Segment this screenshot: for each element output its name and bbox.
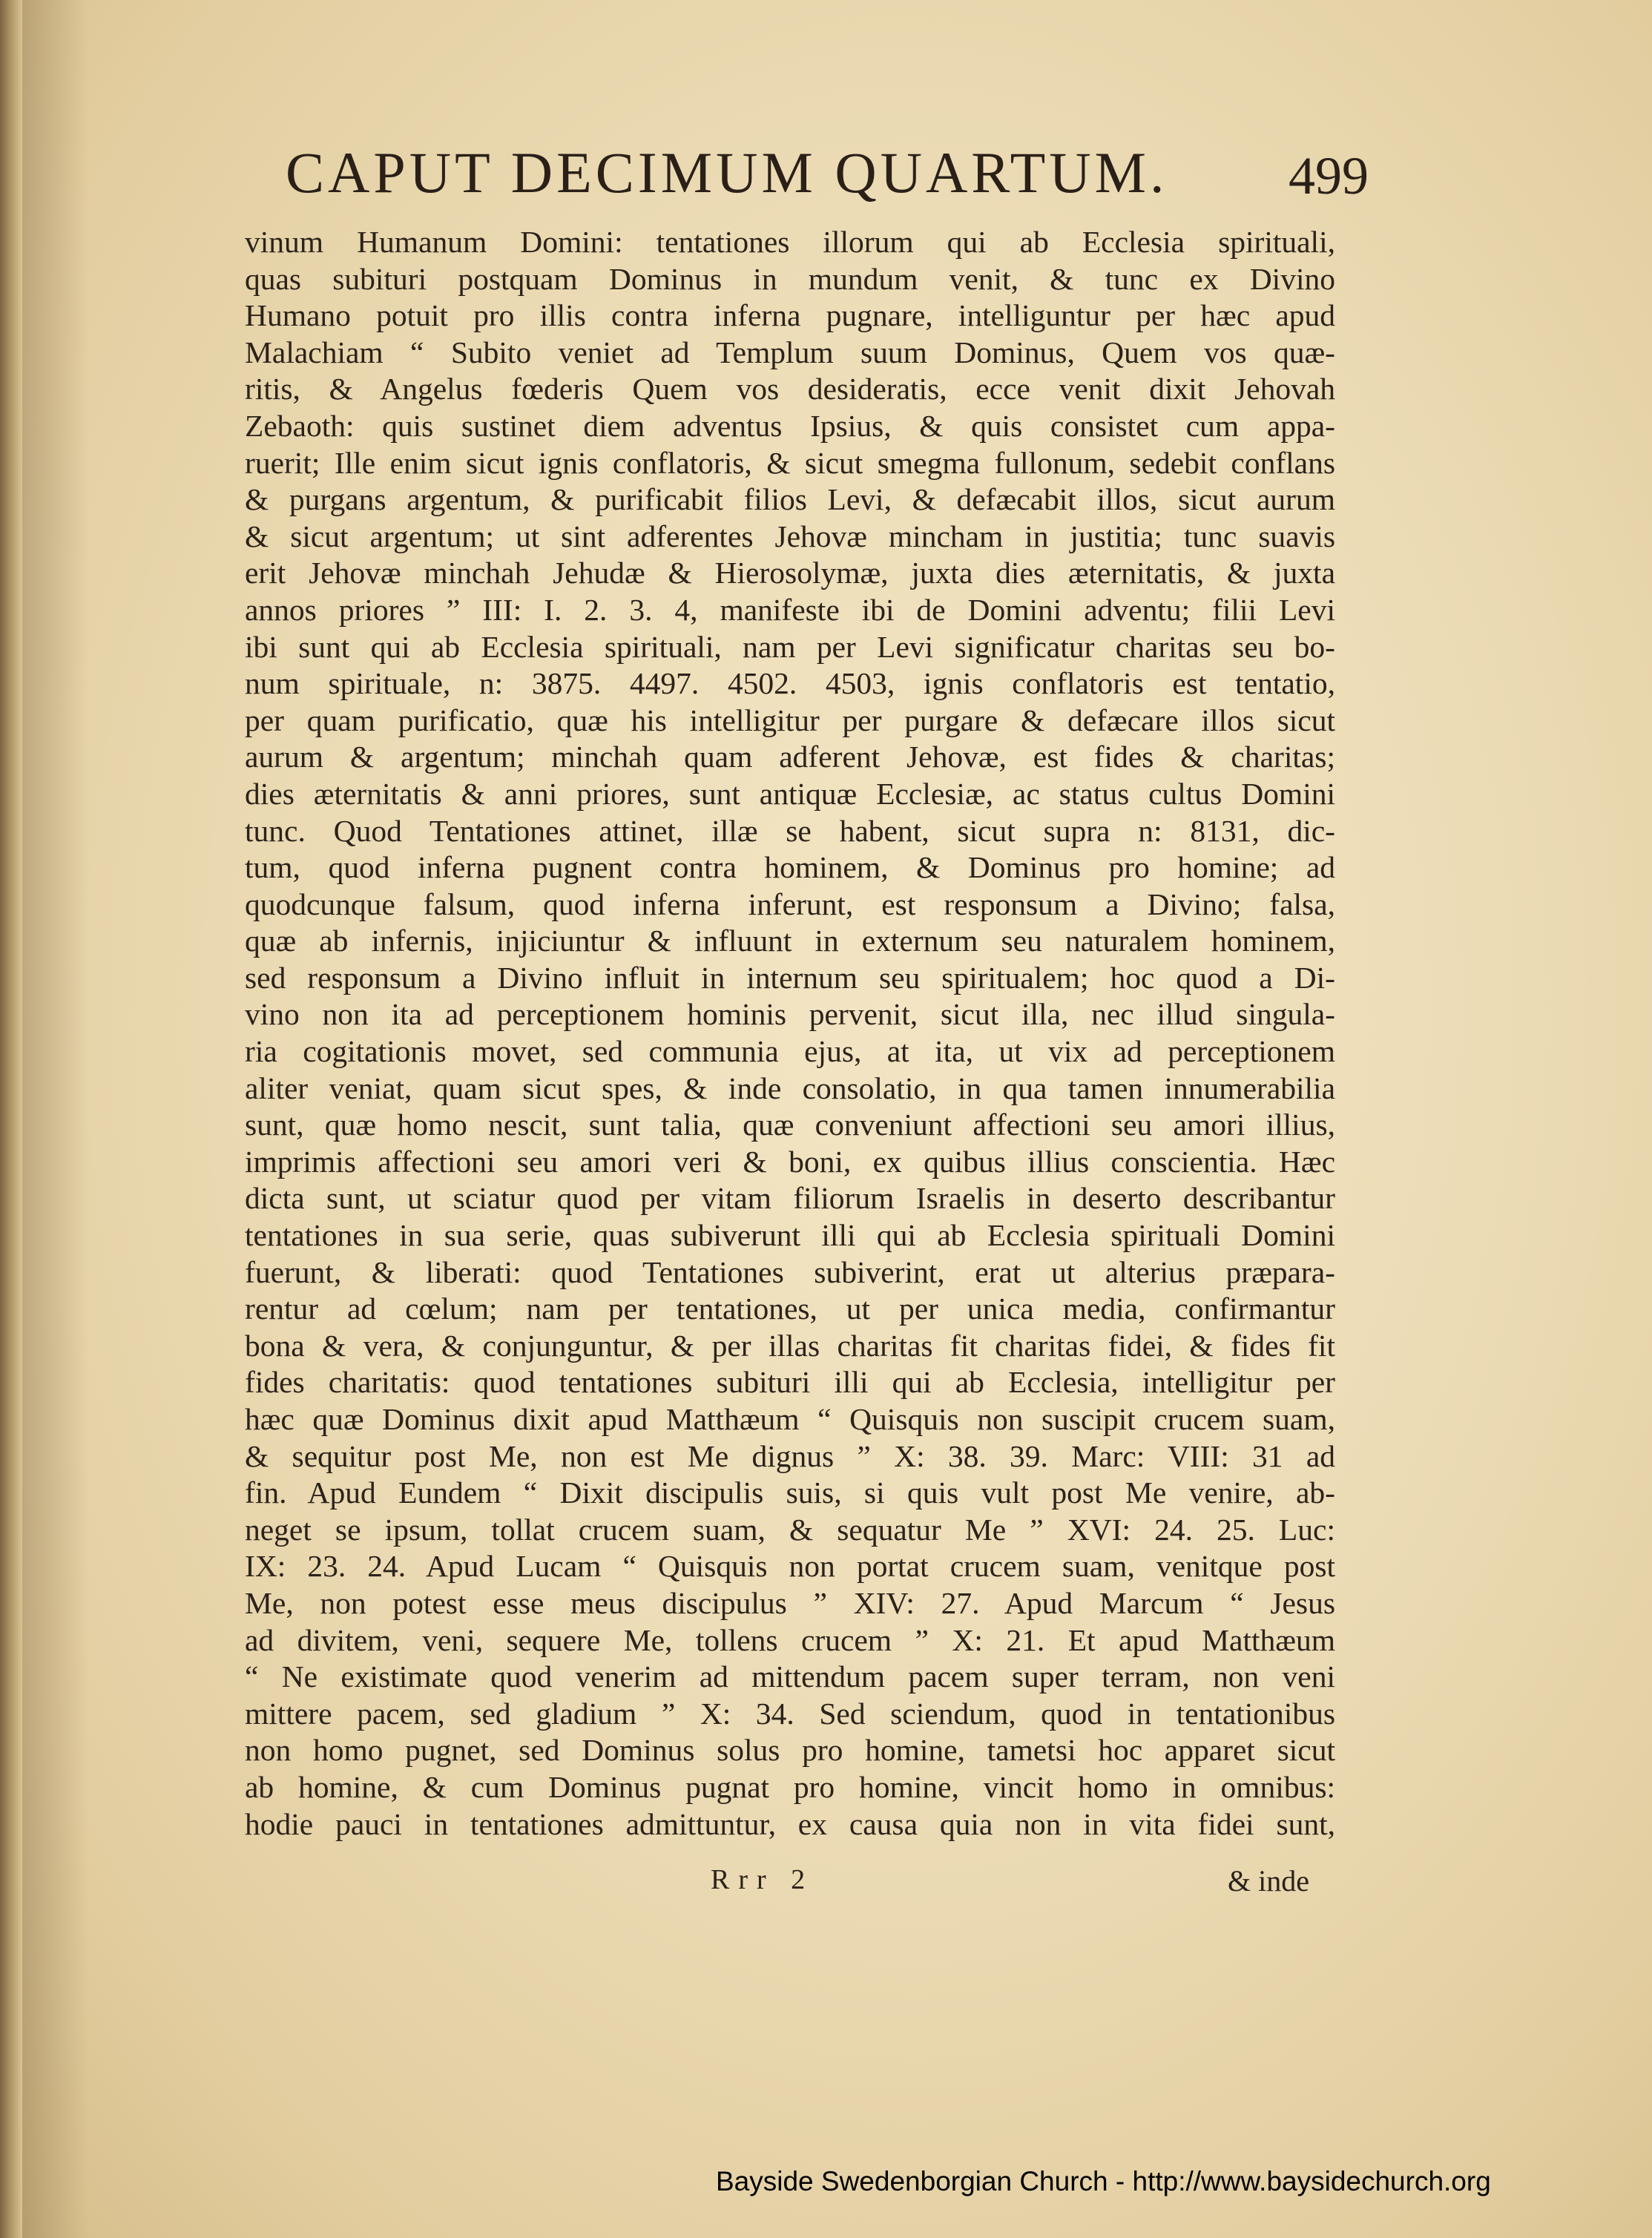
text-line: quæ ab infernis, injiciuntur & influunt in externum seu naturalem hominem, bbox=[245, 924, 1335, 958]
body-text bbox=[245, 224, 1335, 1843]
text-line: dies æternitatis & anni priores, sunt antiquæ Ecclesiæ, ac status cultus Domini bbox=[245, 776, 1335, 811]
text-line: Zebaoth: quis sustinet diem adventus Ipsius, & quis consistet cum appa- bbox=[245, 408, 1335, 443]
text-line: fuerunt, & liberati: quod Tentationes subiverint, erat ut alterius præpara- bbox=[245, 1254, 1335, 1289]
text-line: per quam purificatio, quæ his intelligitur per purgare & defæcare illos sicut bbox=[245, 702, 1335, 737]
signature-mark: Rrr 2 bbox=[711, 1864, 815, 1895]
text-line: rentur ad cœlum; nam per tentationes, ut per unica media, confirmantur bbox=[245, 1291, 1335, 1326]
text-line: imprimis affectioni seu amori veri & boni, ex quibus illius conscientia. Hæc bbox=[245, 1144, 1335, 1179]
text-line: non homo pugnet, sed Dominus solus pro homine, tametsi hoc apparet sicut bbox=[245, 1733, 1335, 1768]
running-title: CAPUT DECIMUM QUARTUM. bbox=[286, 140, 1168, 205]
text-line: sed responsum a Divino influit in internum seu spiritualem; hoc quod a Di- bbox=[245, 960, 1335, 995]
text-line: sunt, quæ homo nescit, sunt talia, quæ conveniunt affectioni seu amori illius, bbox=[245, 1108, 1335, 1142]
text-line: hæc quæ Dominus dixit apud Matthæum “ Quisquis non suscipit crucem suam, bbox=[245, 1402, 1335, 1436]
text-line: IX: 23. 24. Apud Lucam “ Quisquis non portat crucem suam, venitque post bbox=[245, 1549, 1335, 1584]
text-line: fin. Apud Eundem “ Dixit discipulis suis, si quis vult post Me venire, ab- bbox=[245, 1475, 1335, 1510]
page-gutter bbox=[0, 0, 22, 2238]
text-line: Malachiam “ Subito veniet ad Templum suum Dominus, Quem vos quæ- bbox=[245, 335, 1335, 369]
page-header bbox=[286, 139, 1369, 221]
text-line: & sequitur post Me, non est Me dignus ” X: 38. 39. Marc: VIII: 31 ad bbox=[245, 1438, 1335, 1473]
text-line: & purgans argentum, & purificabit filios Levi, & defæcabit illos, sicut aurum bbox=[245, 482, 1335, 517]
text-line: dicta sunt, ut sciatur quod per vitam filiorum Israelis in deserto describantur bbox=[245, 1181, 1335, 1216]
text-line: neget se ipsum, tollat crucem suam, & sequatur Me ” XVI: 24. 25. Luc: bbox=[245, 1512, 1335, 1547]
gutter-shadow bbox=[22, 0, 89, 2238]
text-line: aliter veniat, quam sicut spes, & inde consolatio, in qua tamen innumerabilia bbox=[245, 1070, 1335, 1105]
text-line: vino non ita ad perceptionem hominis pervenit, sicut illa, nec illud singula- bbox=[245, 997, 1335, 1032]
text-line: num spirituale, n: 3875. 4497. 4502. 4503, ignis conflatoris est tentatio, bbox=[245, 666, 1335, 701]
text-line: annos priores ” III: I. 2. 3. 4, manifeste ibi de Domini adventu; filii Levi bbox=[245, 592, 1335, 627]
text-line: tentationes in sua serie, quas subiverunt illi qui ab Ecclesia spirituali Domini bbox=[245, 1218, 1335, 1253]
text-line: tum, quod inferna pugnent contra hominem, & Dominus pro homine; ad bbox=[245, 850, 1335, 885]
text-line: fides charitatis: quod tentationes subituri illi qui ab Ecclesia, intelligitur per bbox=[245, 1365, 1335, 1400]
text-line: Me, non potest esse meus discipulus ” XIV: 27. Apud Marcum “ Jesus bbox=[245, 1585, 1335, 1620]
text-line: ad divitem, veni, sequere Me, tollens crucem ” X: 21. Et apud Matthæum bbox=[245, 1622, 1335, 1657]
text-line: hodie pauci in tentationes admittuntur, ex causa quia non in vita fidei sunt, bbox=[245, 1806, 1335, 1841]
text-line: quas subituri postquam Dominus in mundum venit, & tunc ex Divino bbox=[245, 261, 1335, 296]
text-line: erit Jehovæ minchah Jehudæ & Hierosolymæ, juxta dies æternitatis, & juxta bbox=[245, 556, 1335, 590]
text-line: ritis, & Angelus fœderis Quem vos desideratis, ecce venit dixit Jehovah bbox=[245, 372, 1335, 407]
text-line: vinum Humanum Domini: tentationes illorum qui ab Ecclesia spirituali, bbox=[245, 225, 1335, 259]
text-line: ria cogitationis movet, sed communia ejus, at ita, ut vix ad perceptionem bbox=[245, 1034, 1335, 1069]
text-line: ruerit; Ille enim sicut ignis conflatoris, & sicut smegma fullonum, sedebit conflans bbox=[245, 445, 1335, 480]
text-line: aurum & argentum; minchah quam adferent Jehovæ, est fides & charitas; bbox=[245, 740, 1335, 774]
text-line: tunc. Quod Tentationes attinet, illæ se habent, sicut supra n: 8131, dic- bbox=[245, 813, 1335, 848]
text-line: Humano potuit pro illis contra inferna pugnare, intelliguntur per hæc apud bbox=[245, 298, 1335, 333]
catchword: & inde bbox=[1228, 1864, 1309, 1898]
page-number: 499 bbox=[1289, 146, 1369, 205]
text-line: quodcunque falsum, quod inferna inferunt, est responsum a Divino; falsa, bbox=[245, 886, 1335, 921]
text-line: ibi sunt qui ab Ecclesia spirituali, nam per Levi significatur charitas seu bo- bbox=[245, 629, 1335, 664]
text-line: “ Ne existimate quod venerim ad mittendum pacem super terram, non veni bbox=[245, 1659, 1335, 1694]
text-line: & sicut argentum; ut sint adferentes Jehovæ mincham in justitia; tunc suavis bbox=[245, 519, 1335, 553]
text-line: mittere pacem, sed gladium ” X: 34. Sed sciendum, quod in tentationibus bbox=[245, 1696, 1335, 1731]
text-line: bona & vera, & conjunguntur, & per illas charitas fit charitas fidei, & fides fit bbox=[245, 1328, 1335, 1363]
text-line: ab homine, & cum Dominus pugnat pro homine, vincit homo in omnibus: bbox=[245, 1769, 1335, 1804]
source-watermark: Bayside Swedenborgian Church - http://www.baysidechurch.org bbox=[716, 2166, 1491, 2196]
